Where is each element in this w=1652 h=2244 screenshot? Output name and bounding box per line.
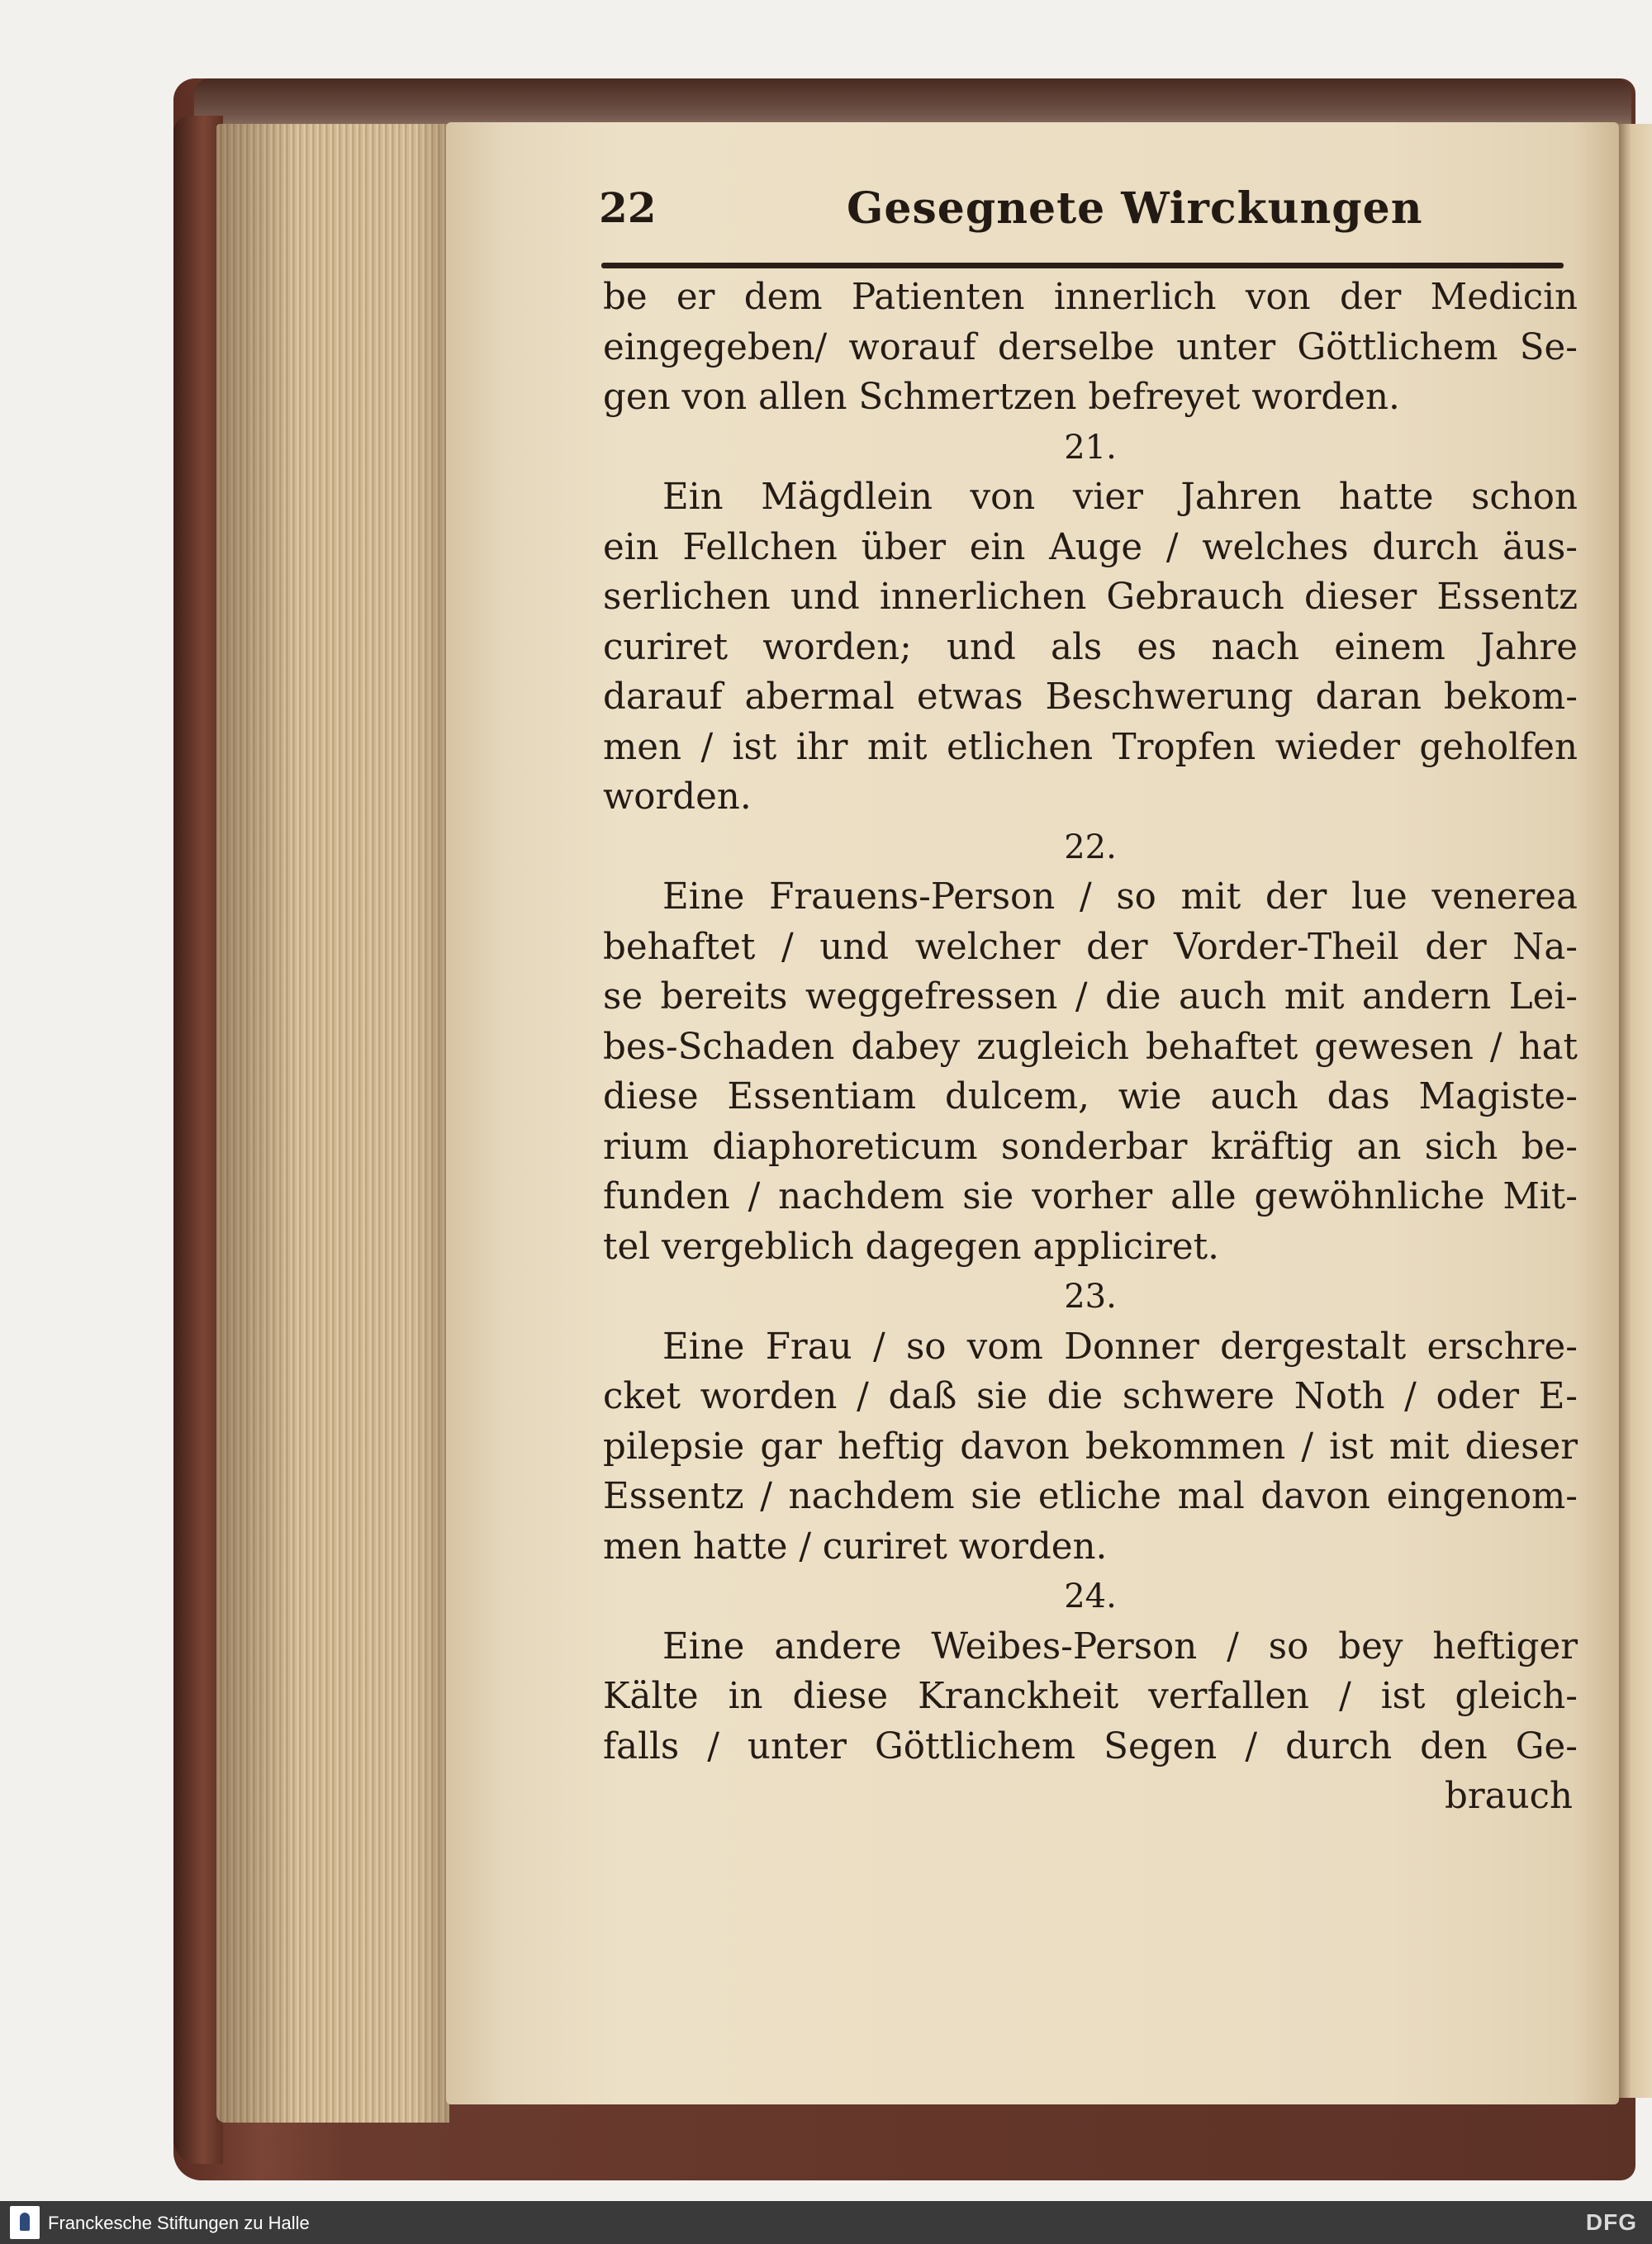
text-line: Eine Frau / so vom Donner dergestalt erschre-	[662, 1326, 1578, 1368]
institution-name: Franckesche Stiftungen zu Halle	[48, 2213, 310, 2233]
header-rule	[601, 263, 1564, 268]
page-edges-shadow	[216, 124, 449, 2123]
entry-number: 21.	[1064, 428, 1117, 467]
text-line: funden / nachdem sie vorher alle gewöhnliche Mit-	[603, 1176, 1578, 1217]
text-line: tel vergeblich dagegen appliciret.	[603, 1226, 1219, 1268]
running-head	[599, 183, 1574, 249]
text-line: Essentz / nachdem sie etliche mal davon eingenom-	[603, 1476, 1578, 1517]
book-binding-edge	[173, 116, 223, 2164]
text-line: Eine andere Weibes-Person / so bey heftiger	[662, 1625, 1578, 1668]
text-line: cket worden / daß sie die schwere Noth / oder E-	[603, 1376, 1578, 1417]
text-line: gen von allen Schmertzen befreyet worden.	[603, 377, 1400, 418]
text-line: men hatte / curiret worden.	[603, 1525, 1108, 1568]
text-line: worden.	[603, 776, 752, 818]
text-line: Ein Mägdlein von vier Jahren hatte schon	[662, 477, 1578, 518]
text-line: men / ist ihr mit etlichen Tropfen wieder geholfen	[603, 726, 1578, 768]
text-line: darauf abermal etwas Beschwerung daran bekom-	[603, 676, 1578, 718]
text-line: bes-Schaden dabey zugleich behaftet gewesen / hat	[603, 1026, 1578, 1068]
institution-logo-icon	[10, 2206, 40, 2239]
text-line: falls / unter Göttlichem Segen / durch den Ge-	[603, 1725, 1578, 1767]
viewer-footer	[0, 2201, 1652, 2244]
entry-number: 22.	[1064, 828, 1117, 866]
text-line: be er dem Patienten innerlich von der Medicin	[603, 277, 1578, 318]
page-text	[603, 273, 1578, 1822]
text-line: diese Essentiam dulcem, wie auch das Magiste-	[603, 1076, 1578, 1117]
text-line: curiret worden; und als es nach einem Jahre	[603, 626, 1578, 668]
text-line: eingegeben/ worauf derselbe unter Göttlichem Se-	[603, 326, 1578, 368]
text-line: rium diaphoreticum sonderbar kräftig an sich be-	[603, 1126, 1578, 1168]
text-line: behaftet / und welcher der Vorder-Theil der Na-	[603, 926, 1578, 968]
running-title: Gesegnete Wirckungen	[847, 183, 1423, 234]
text-line: Kälte in diese Kranckheit verfallen / ist gleich-	[603, 1676, 1578, 1717]
book-cover-top-edge	[194, 78, 1631, 128]
funder-logo: DFG	[1585, 2209, 1637, 2235]
text-line: se bereits weggefressen / die auch mit andern Lei-	[603, 976, 1578, 1018]
text-line: pilepsie gar heftig davon bekommen / ist mit dieser	[603, 1426, 1578, 1468]
facing-page-sliver	[1617, 124, 1652, 2098]
text-line: Eine Frauens-Person / so mit der lue venerea	[662, 876, 1578, 918]
text-line: ein Fellchen über ein Auge / welches durch äus-	[603, 526, 1578, 568]
entry-number: 24.	[1064, 1577, 1117, 1615]
entry-number: 23.	[1064, 1278, 1117, 1316]
page-number: 22	[599, 183, 657, 232]
text-line: serlichen und innerlichen Gebrauch dieser Essentz	[603, 576, 1578, 618]
catchword: brauch	[1445, 1776, 1573, 1817]
